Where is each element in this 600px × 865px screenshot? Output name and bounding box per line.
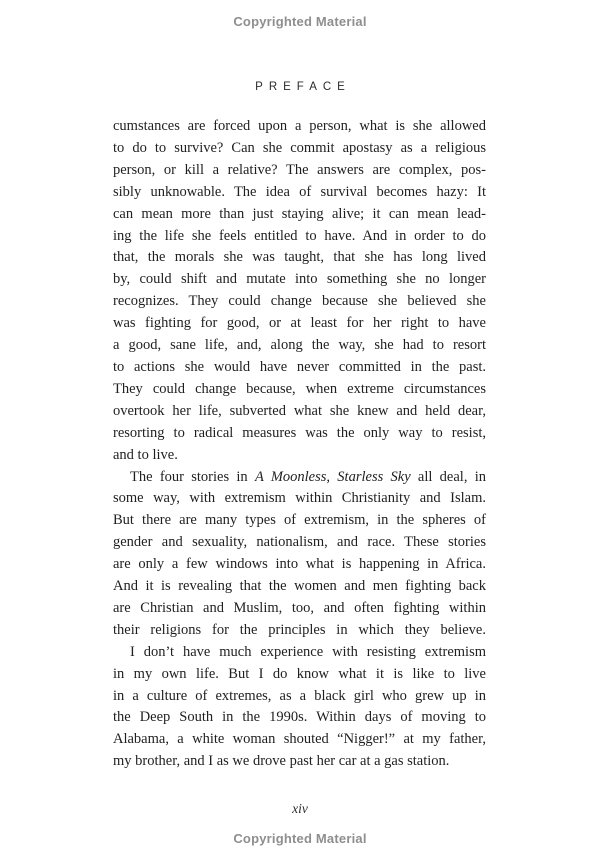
text-line: are only a few windows into what is happening in Africa. — [113, 556, 486, 573]
text-line: But there are many types of extremism, in the spheres of — [113, 512, 486, 529]
text-segment: all deal, in — [410, 468, 487, 485]
text-line: can mean more than just staying alive; it can mean lead- — [113, 205, 486, 222]
text-line: in a culture of extremes, as a black girl who grew up in — [113, 687, 486, 704]
text-line: gender and sexuality, nationalism, and race. These stories — [113, 534, 486, 551]
chapter-title: PREFACE — [255, 81, 351, 93]
text-line — [113, 467, 486, 489]
copyright-banner-bottom: Copyrighted Material — [233, 831, 367, 846]
text-line: ing the life she feels entitled to have. And in order to do — [113, 227, 486, 244]
text-line: my brother, and I as we drove past her car at a gas station. — [113, 753, 450, 770]
text-line: Alabama, a white woman shouted “Nigger!” at my father, — [113, 731, 486, 748]
text-line: to do to survive? Can she commit apostasy as a religious — [113, 139, 486, 156]
text-line: that, the morals she was taught, that she has long lived — [113, 249, 486, 266]
text-line: their religions for the principles in which they believe. — [113, 621, 486, 638]
text-line: sibly unknowable. The idea of survival becomes hazy: It — [113, 183, 486, 200]
text-line: I don’t have much experience with resisting extremism — [130, 643, 486, 660]
body-text — [113, 116, 486, 773]
text-line: They could change because, when extreme circumstances — [113, 380, 486, 397]
text-line: recognizes. They could change because she believed she — [113, 293, 486, 310]
text-segment: The four stories in — [130, 468, 255, 485]
text-line: some way, with extremism within Christianity and Islam. — [113, 490, 486, 507]
copyright-banner-top: Copyrighted Material — [233, 14, 367, 29]
text-line: and to live. — [113, 446, 178, 463]
text-line: the Deep South in the 1990s. Within days of moving to — [113, 709, 486, 726]
text-line: by, could shift and mutate into something she no longer — [113, 271, 486, 288]
page-number: xiv — [292, 801, 308, 816]
text-line: are Christian and Muslim, too, and often fighting within — [113, 599, 486, 616]
text-line: person, or kill a relative? The answers are complex, pos- — [113, 161, 486, 178]
text-line: in my own life. But I do know what it is like to live — [113, 665, 486, 682]
text-line: resorting to radical measures was the only way to resist, — [113, 424, 486, 441]
text-line: was fighting for good, or at least for her right to have — [113, 315, 486, 332]
text-line: overtook her life, subverted what she knew and held dear, — [113, 402, 486, 419]
text-line: to actions she would have never committed in the past. — [113, 358, 486, 375]
text-line: And it is revealing that the women and men fighting back — [113, 578, 486, 595]
text-line: a good, sane life, and, along the way, she had to resort — [113, 337, 486, 354]
book-title-italic: A Moonless, Starless Sky — [254, 468, 411, 485]
text-line: cumstances are forced upon a person, what is she allowed — [113, 118, 486, 134]
